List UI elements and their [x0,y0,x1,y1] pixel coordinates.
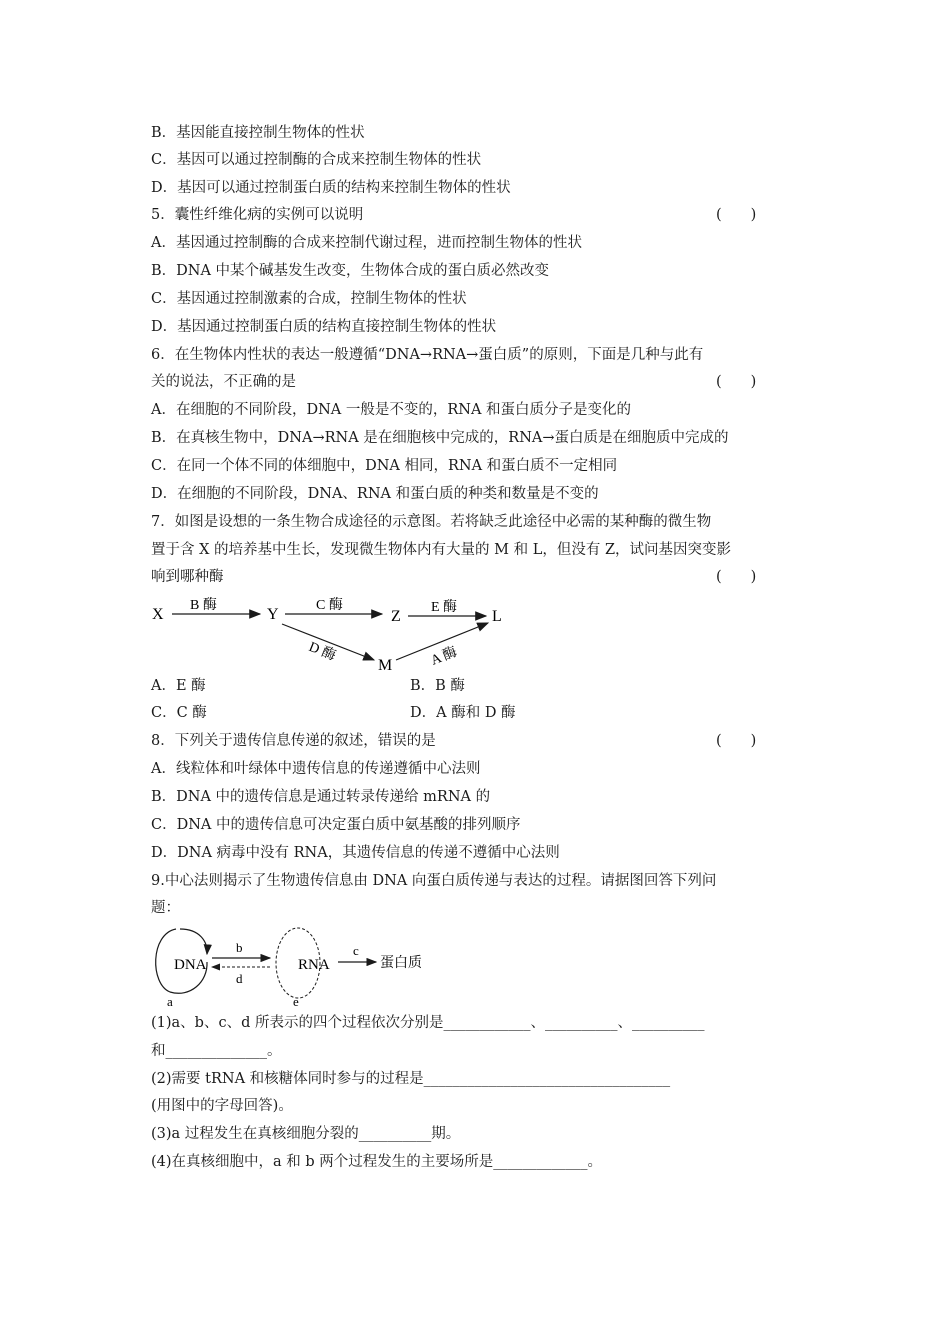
q8-option-d: D．DNA 病毒中没有 RNA，其遗传信息的传递不遵循中心法则 [151,845,560,861]
central-dogma-diagram [150,924,450,1009]
q7-option-a: A．E 酶 [151,678,206,694]
q9-part3: (3)a 过程发生在真核细胞分裂的__________期。 [151,1126,461,1142]
node-dna: DNA [174,957,207,973]
node-l: L [492,608,502,625]
q9-stem-line1: 9.中心法则揭示了生物遗传信息由 DNA 向蛋白质传递与表达的过程。请据图回答下列问 [151,873,717,889]
node-rna: RNA [298,957,330,973]
label-d: d [236,971,243,986]
label-a: a [167,994,173,1009]
q4-option-c: C．基因可以通过控制酶的合成来控制生物体的性状 [151,152,482,168]
node-x: X [152,606,164,623]
q7-stem-line2: 置于含 X 的培养基中生长，发现微生物体内有大量的 M 和 L，但没有 Z，试问基因突变影 [151,542,732,558]
q9-part1-line1: (1)a、b、c、d 所表示的四个过程依次分别是____________、__________、__________ [151,1015,705,1031]
q8-option-c: C．DNA 中的遗传信息可决定蛋白质中氨基酸的排列顺序 [151,817,521,833]
node-z: Z [391,608,401,625]
q7-stem-line3: 响到哪种酶 [151,569,224,585]
label-e-enzyme: E 酶 [431,600,458,615]
q8-option-a: A．线粒体和叶绿体中遗传信息的传递遵循中心法则 [151,761,481,777]
q5-stem: 5．囊性纤维化病的实例可以说明 [151,207,364,223]
label-b-enzyme: B 酶 [190,598,217,613]
q4-option-b: B．基因能直接控制生物体的性状 [151,125,365,141]
q9-part4: (4)在真核细胞中，a 和 b 两个过程发生的主要场所是_____________。 [151,1154,603,1170]
q5-option-d: D．基因通过控制蛋白质的结构直接控制生物体的性状 [151,319,497,335]
q7-option-b: B．B 酶 [410,678,465,694]
node-m: M [378,657,393,674]
label-e: e [293,994,299,1009]
q7-option-c: C．C 酶 [151,705,207,721]
q9-part2-line2: (用图中的字母回答)。 [151,1098,293,1114]
q6-option-a: A．在细胞的不同阶段，DNA 一般是不变的，RNA 和蛋白质分子是变化的 [151,402,632,418]
q6-option-d: D．在细胞的不同阶段，DNA、RNA 和蛋白质的种类和数量是不变的 [151,486,599,502]
q5-option-a: A．基因通过控制酶的合成来控制代谢过程，进而控制生物体的性状 [151,235,582,251]
pathway-diagram [150,594,550,674]
q7-stem-line1: 7．如图是设想的一条生物合成途径的示意图。若将缺乏此途径中必需的某种酶的微生物 [151,514,712,530]
q8-answer-bracket: ( ) [716,733,757,749]
q6-answer-bracket: ( ) [716,374,757,390]
q9-part2-line1: (2)需要 tRNA 和核糖体同时参与的过程是__________________________________ [151,1071,671,1087]
label-d-enzyme: D 酶 [306,639,338,665]
q5-answer-bracket: ( ) [716,207,757,223]
label-b: b [236,940,243,955]
q6-stem-line2: 关的说法，不正确的是 [151,374,296,390]
q9-part1-line2: 和______________。 [151,1043,282,1059]
q6-option-b: B．在真核生物中，DNA→RNA 是在细胞核中完成的，RNA→蛋白质是在细胞质中完成的 [151,430,729,446]
label-c: c [353,943,359,958]
q7-option-d: D．A 酶和 D 酶 [410,705,516,721]
q8-option-b: B．DNA 中的遗传信息是通过转录传递给 mRNA 的 [151,789,491,805]
q6-stem-line1: 6．在生物体内性状的表达一般遵循“DNA→RNA→蛋白质”的原则，下面是几种与此有 [151,347,704,363]
q5-option-b: B．DNA 中某个碱基发生改变，生物体合成的蛋白质必然改变 [151,263,550,279]
q6-option-c: C．在同一个体不同的体细胞中，DNA 相同，RNA 和蛋白质不一定相同 [151,458,618,474]
q5-option-c: C．基因通过控制激素的合成，控制生物体的性状 [151,291,467,307]
q4-option-d: D．基因可以通过控制蛋白质的结构来控制生物体的性状 [151,180,511,196]
node-y: Y [267,606,279,623]
q7-answer-bracket: ( ) [716,569,757,585]
q9-stem-line2: 题： [151,900,180,916]
q8-stem: 8．下列关于遗传信息传递的叙述，错误的是 [151,733,436,749]
label-a-enzyme: A 酶 [428,644,460,669]
label-c-enzyme: C 酶 [316,598,343,613]
node-protein: 蛋白质 [380,956,422,971]
